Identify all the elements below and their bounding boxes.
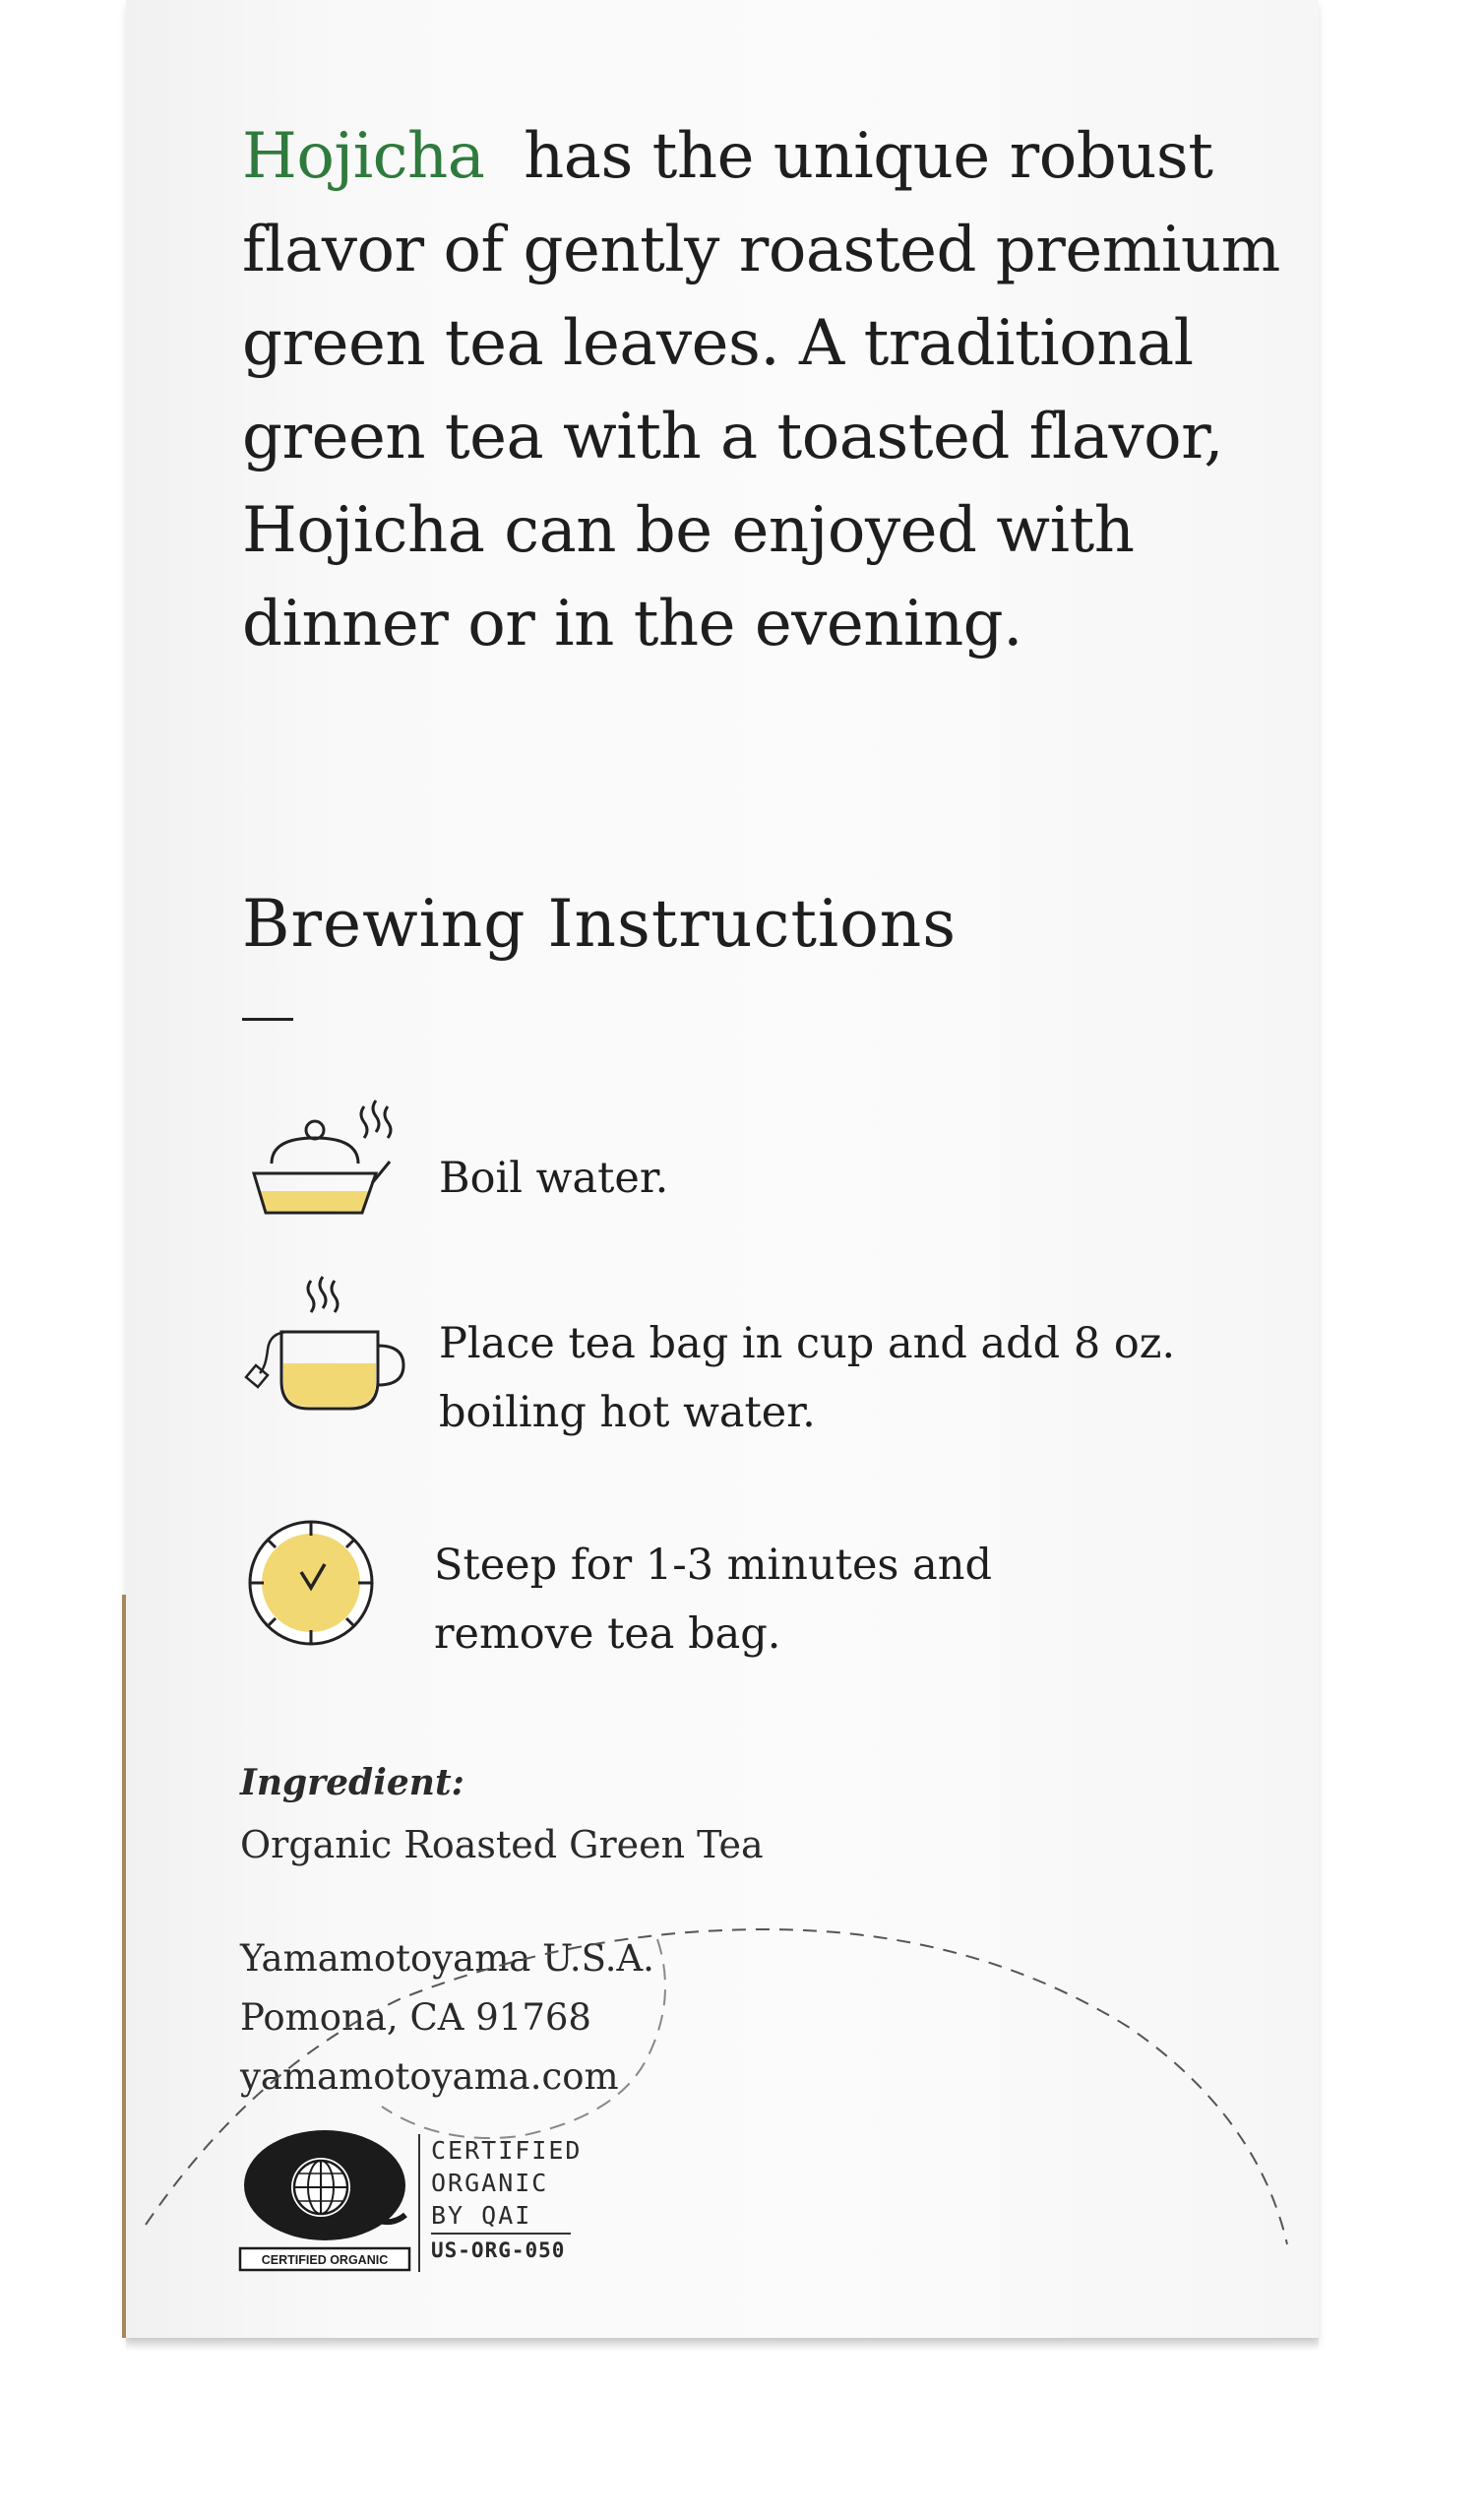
step-3-text	[434, 1531, 992, 1669]
certification-text	[431, 2134, 582, 2232]
description-line-3: green tea leaves. A traditional	[242, 307, 1194, 380]
company-name: Yamamotoyama U.S.A.	[240, 1937, 654, 1980]
step-steep	[242, 1511, 1275, 1678]
company-website: yamamotoyama.com	[240, 2055, 619, 2098]
step-boil-water	[242, 1093, 1275, 1240]
step-2-text	[439, 1309, 1175, 1447]
seal-banner-text: CERTIFIED ORGANIC	[261, 2253, 389, 2267]
cert-divider	[418, 2134, 420, 2272]
step-3-line-1: Steep for 1-3 minutes and	[434, 1541, 992, 1590]
step-2-line-1: Place tea bag in cup and add 8 oz.	[439, 1319, 1176, 1368]
step-2-line-2: boiling hot water.	[439, 1388, 816, 1437]
step-1-line-1: Boil water.	[439, 1154, 669, 1203]
brewing-title: Brewing Instructions	[242, 886, 958, 962]
box-shadow	[126, 2338, 1319, 2352]
step-1-text	[439, 1144, 668, 1213]
description-line-6: dinner or in the evening.	[242, 588, 1022, 661]
clock-icon	[242, 1511, 390, 1659]
product-name: Hojicha	[242, 120, 485, 193]
cert-line-2: ORGANIC	[431, 2169, 549, 2197]
ingredient-label: Ingredient:	[240, 1762, 464, 1803]
teacup-icon	[242, 1275, 409, 1422]
cert-line-1: CERTIFIED	[431, 2136, 583, 2165]
description-line-2: flavor of gently roasted premium	[242, 214, 1280, 286]
description-line-1-text: has the unique robust	[524, 120, 1213, 193]
qai-seal-icon	[236, 2126, 413, 2274]
title-rule	[242, 1018, 293, 1021]
step-add-water	[242, 1275, 1275, 1452]
product-description	[242, 110, 1374, 671]
kettle-icon	[242, 1093, 400, 1221]
step-3-line-2: remove tea bag.	[434, 1609, 781, 1659]
description-line-5: Hojicha can be enjoyed with	[242, 494, 1135, 567]
cert-rule	[431, 2233, 571, 2235]
company-city: Pomona, CA 91768	[240, 1996, 591, 2039]
ingredient-value: Organic Roasted Green Tea	[240, 1823, 764, 1866]
description-line-4: green tea with a toasted flavor,	[242, 401, 1224, 473]
cert-line-3: BY QAI	[431, 2201, 532, 2230]
certification-code: US-ORG-050	[431, 2238, 566, 2262]
description-line-1	[242, 110, 1374, 204]
